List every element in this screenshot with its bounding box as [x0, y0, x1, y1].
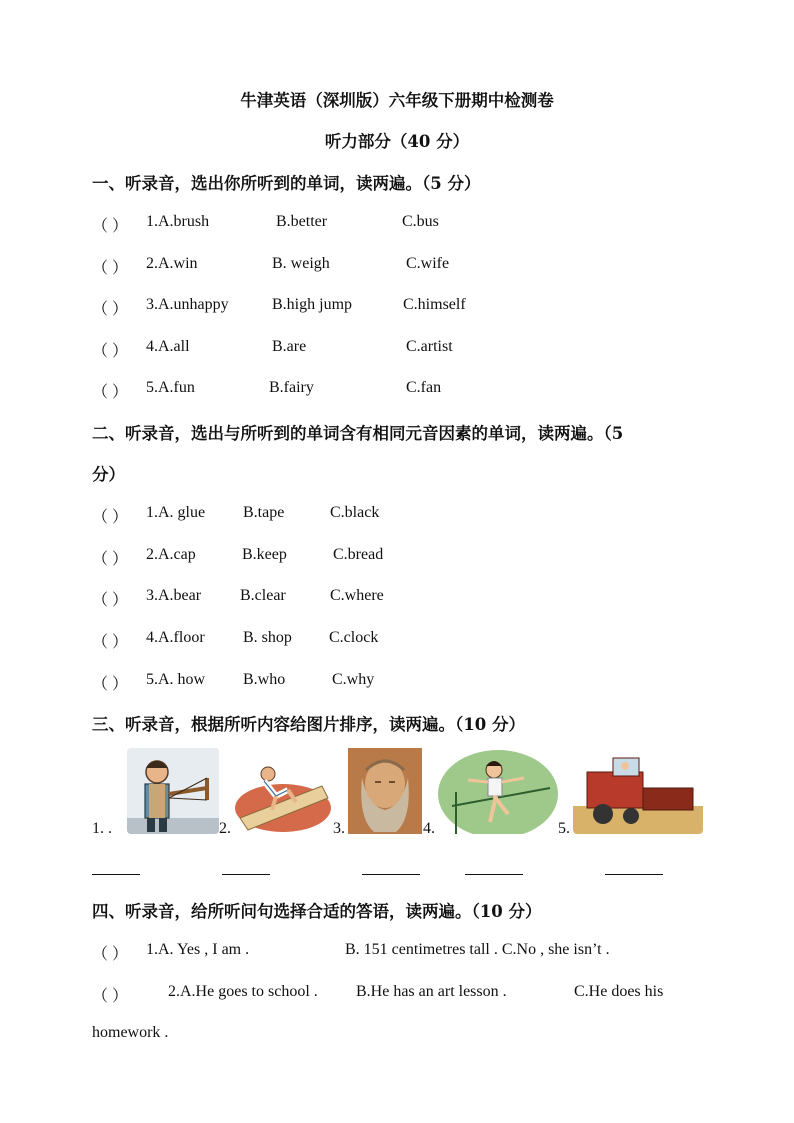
- option-a: 2.A.win: [146, 255, 198, 272]
- option-a: 5.A.fun: [146, 379, 195, 396]
- answer-blank: （ ）: [92, 343, 129, 360]
- option-a: 3.A.bear: [146, 587, 202, 604]
- order-blank-2[interactable]: [222, 874, 270, 875]
- option-c: C.where: [330, 587, 384, 604]
- option-b: B.are: [272, 338, 307, 355]
- section2-heading: 二、听录音，选出与所听到的单词含有相同元音因素的单词，读两遍。（5: [92, 424, 624, 443]
- option-c: C.fan: [406, 379, 442, 396]
- option-b: B.clear: [240, 587, 286, 604]
- answer-blank: （ ）: [92, 301, 129, 318]
- answer-blank: （ ）: [92, 509, 129, 526]
- answer-blank: （ ）: [92, 946, 129, 963]
- answer-blank: （ ）: [92, 218, 129, 235]
- answer-blank: （ ）: [92, 384, 129, 401]
- answer-blank: （ ）: [92, 551, 129, 568]
- picture-slingshot-man: [127, 748, 219, 834]
- order-blank-3[interactable]: [362, 874, 420, 875]
- option-c: C.clock: [329, 629, 379, 646]
- order-blank-4[interactable]: [465, 874, 523, 875]
- picture-number-1: 1. .: [92, 820, 112, 837]
- option-c: C.himself: [403, 296, 466, 313]
- order-blank-5[interactable]: [605, 874, 663, 875]
- section4-heading: 四、听录音，给所听问句选择合适的答语，读两遍。（10 分）: [92, 902, 542, 921]
- picture-portrait: [348, 748, 422, 834]
- order-blank-1[interactable]: [92, 874, 140, 875]
- option-c: C.bread: [333, 546, 384, 563]
- option-c: C.bus: [402, 213, 439, 230]
- option-b: B.keep: [242, 546, 287, 563]
- picture-high-jump: [438, 748, 558, 834]
- option-a: 4.A.floor: [146, 629, 205, 646]
- picture-number-4: 4.: [423, 820, 435, 837]
- option-b: B.He has an art lesson .: [356, 983, 507, 1000]
- option-b: B.better: [276, 213, 328, 230]
- option-a: 1.A. glue: [146, 504, 206, 521]
- picture-long-jump: [234, 748, 332, 834]
- option-b: B.tape: [243, 504, 285, 521]
- picture-harvester: [573, 748, 703, 834]
- option-b: B.fairy: [269, 379, 314, 396]
- option-c: C.why: [332, 671, 375, 688]
- option-b-c: B. 151 centimetres tall . C.No , she isn’t .: [345, 941, 610, 958]
- answer-blank: （ ）: [92, 260, 129, 277]
- option-a: 2.A.He goes to school .: [168, 983, 318, 1000]
- picture-number-5: 5.: [558, 820, 570, 837]
- option-a: 3.A.unhappy: [146, 296, 229, 313]
- option-a: 2.A.cap: [146, 546, 196, 563]
- option-a: 1.A.brush: [146, 213, 210, 230]
- answer-blank: （ ）: [92, 988, 129, 1005]
- option-a: 1.A. Yes , I am .: [146, 941, 250, 958]
- option-c: C.black: [330, 504, 380, 521]
- page-title: 牛津英语（深圳版）六年级下册期中检测卷: [240, 91, 554, 110]
- section2-heading-cont: 分）: [92, 465, 125, 484]
- option-a: 4.A.all: [146, 338, 190, 355]
- answer-blank: （ ）: [92, 634, 129, 651]
- option-c: C.artist: [406, 338, 453, 355]
- option-b: B.who: [243, 671, 286, 688]
- picture-number-3: 3.: [333, 820, 345, 837]
- option-c: C.wife: [406, 255, 450, 272]
- section3-heading: 三、听录音，根据所听内容给图片排序，读两遍。（10 分）: [92, 715, 525, 734]
- picture-number-2: 2.: [219, 820, 231, 837]
- option-b: B.high jump: [272, 296, 353, 313]
- section4-item-2-cont: homework .: [92, 1024, 169, 1041]
- answer-blank: （ ）: [92, 592, 129, 609]
- answer-blank: （ ）: [92, 676, 129, 693]
- section1-heading: 一、听录音，选出你所听到的单词，读两遍。（5 分）: [92, 174, 481, 193]
- option-b: B. weigh: [272, 255, 330, 272]
- option-a: 5.A. how: [146, 671, 206, 688]
- option-c: C.He does his: [574, 983, 664, 1000]
- option-b: B. shop: [243, 629, 292, 646]
- page-subtitle: 听力部分（40 分）: [324, 132, 470, 151]
